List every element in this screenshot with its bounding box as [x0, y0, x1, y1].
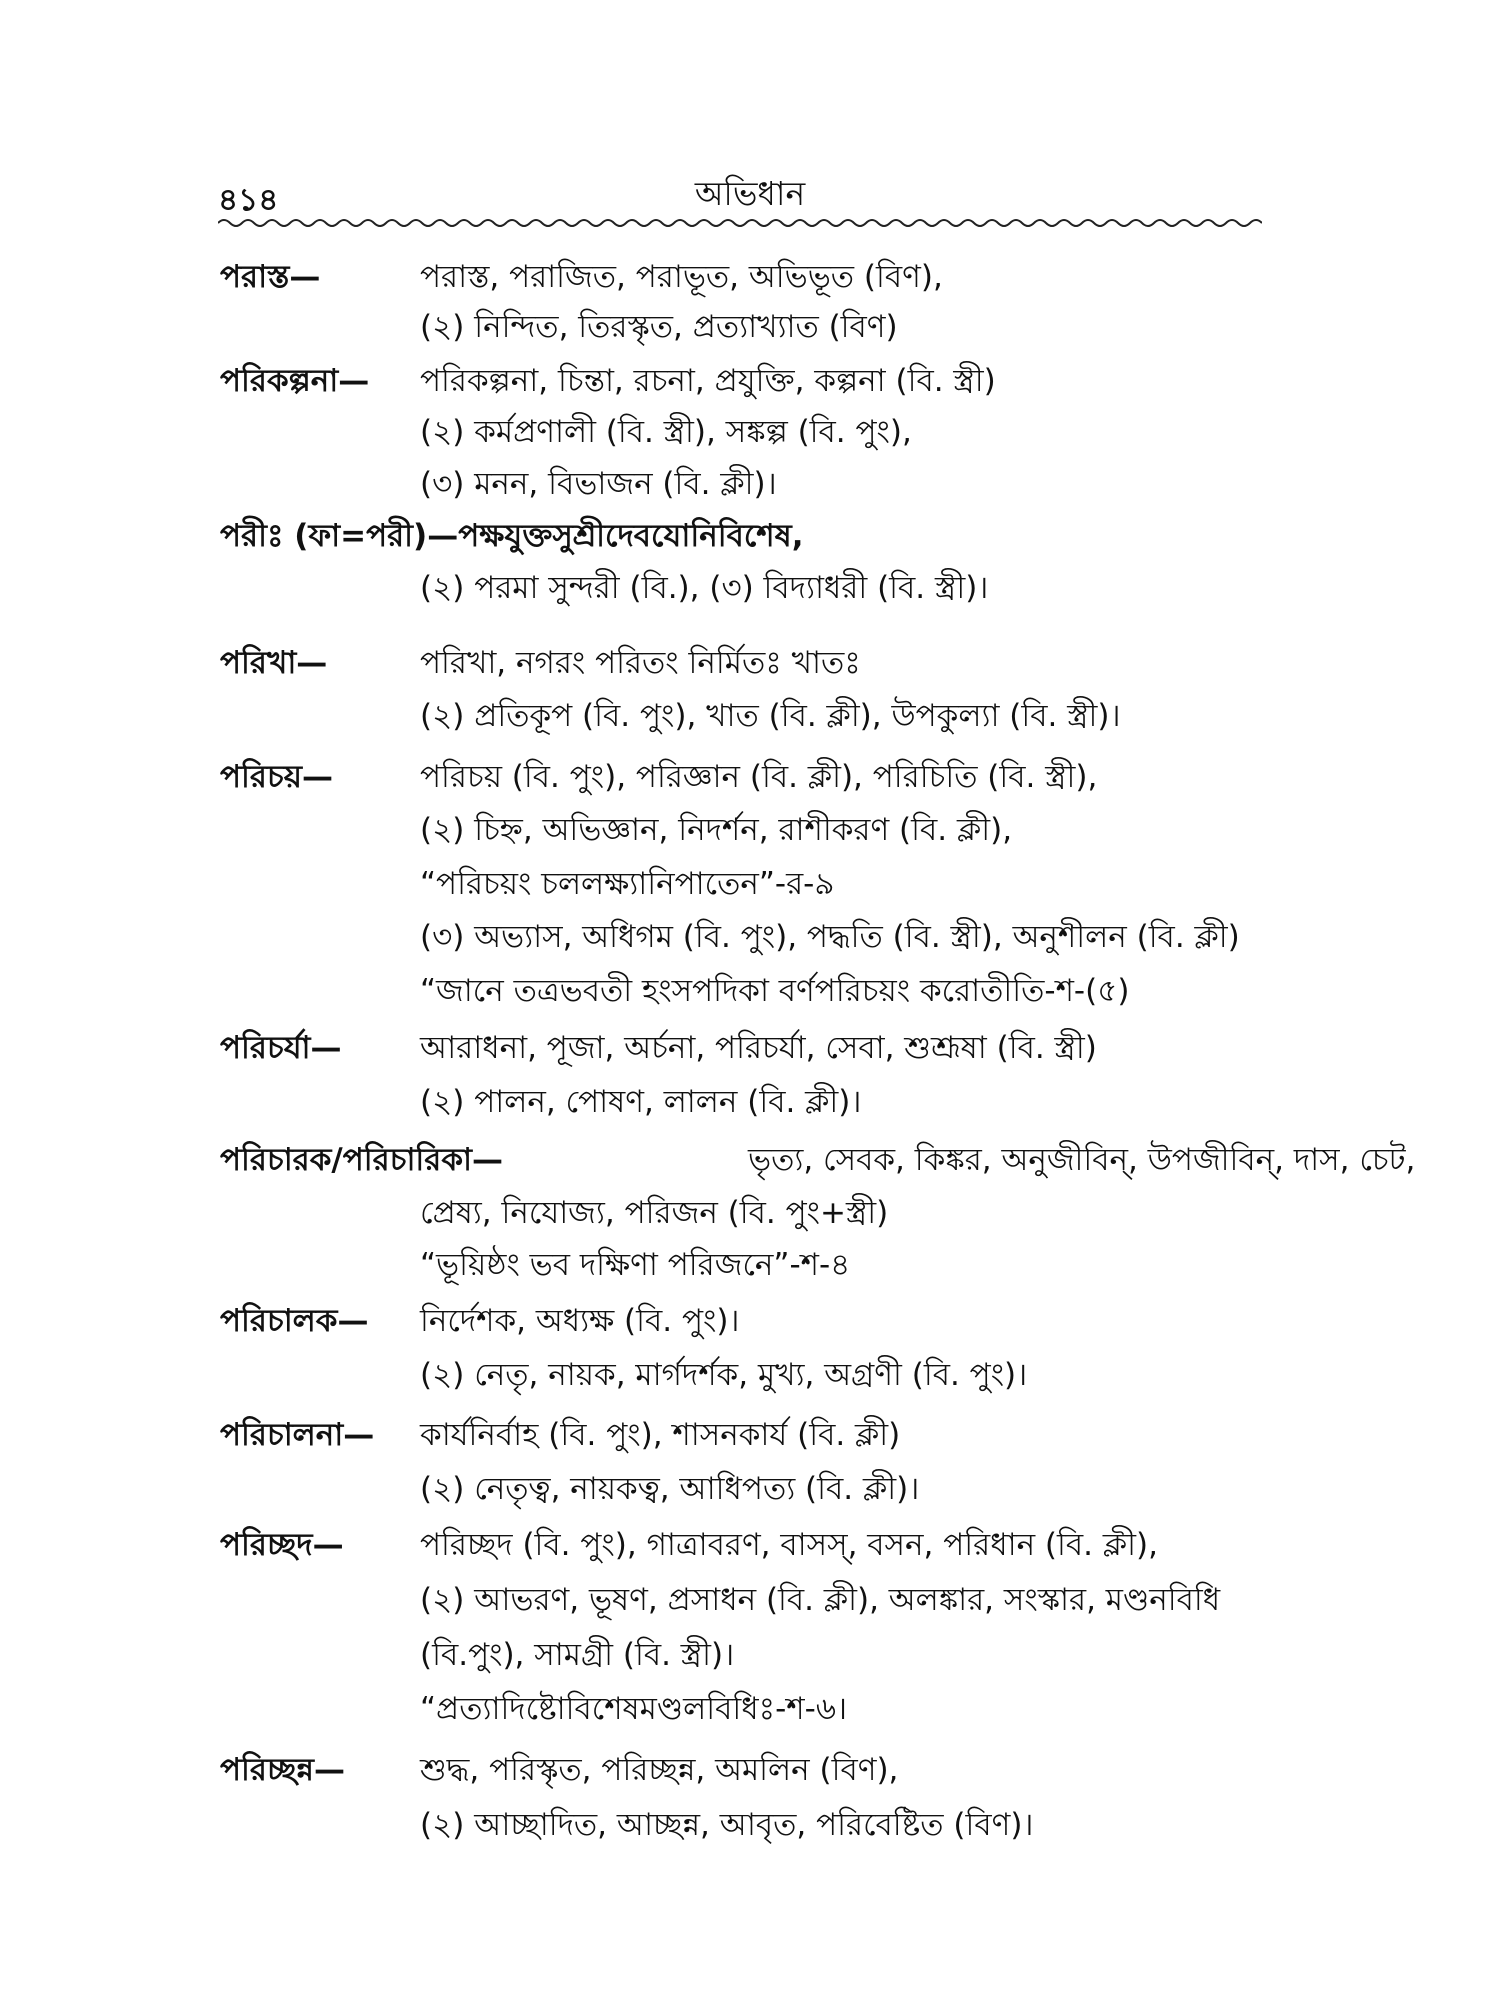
definition-line: (বি.পুং), সামগ্রী (বি. স্ত্রী)। — [420, 1637, 735, 1673]
definition-line: কার্যনির্বাহ (বি. পুং), শাসনকার্য (বি. ক্লী) — [420, 1417, 901, 1453]
definition-line: (২) প্রতিকূপ (বি. পুং), খাত (বি. ক্লী), উপকুল্যা (বি. স্ত্রী)। — [420, 698, 1121, 734]
definition-line: (২) কর্মপ্রণালী (বি. স্ত্রী), সঙ্কল্প (বি. পুং), — [420, 414, 912, 450]
headword: পরিকল্পনা— — [220, 363, 370, 399]
definition-line: পরাস্ত, পরাজিত, পরাভূত, অভিভূত (বিণ), — [420, 259, 943, 295]
headword: পরিচয়— — [220, 759, 333, 795]
headword: পরিচারক/পরিচারিকা— — [220, 1142, 504, 1178]
headword: পরিচালক— — [220, 1303, 369, 1339]
headword: পরীঃ (ফা=পরী)—পক্ষযুক্তসুশ্রীদেবযোনিবিশেষ, — [220, 518, 804, 554]
definition-line: নির্দেশক, অধ্যক্ষ (বি. পুং)। — [420, 1303, 740, 1339]
headword: পরিচ্ছন্ন— — [220, 1752, 346, 1788]
page-title: অভিধান — [694, 174, 806, 213]
definition-line: পরিচয় (বি. পুং), পরিজ্ঞান (বি. ক্লী), পরিচিতি (বি. স্ত্রী), — [420, 759, 1098, 795]
definition-line: (২) নিন্দিত, তিরস্কৃত, প্রত্যাখ্যাত (বিণ) — [420, 309, 898, 345]
definition-line: পরিখা, নগরং পরিতং নির্মিতঃ খাতঃ — [420, 645, 861, 681]
definition-line: (২) নেতৃ, নায়ক, মার্গদর্শক, মুখ্য, অগ্রণী (বি. পুং)। — [420, 1357, 1028, 1393]
definition-line: পরিকল্পনা, চিন্তা, রচনা, প্রযুক্তি, কল্পনা (বি. স্ত্রী) — [420, 363, 996, 399]
definition-line: শুদ্ধ, পরিস্কৃত, পরিচ্ছন্ন, অমলিন (বিণ), — [420, 1752, 899, 1788]
definition-line: “পরিচয়ং চললক্ষ্যানিপাতেন”-র-৯ — [420, 866, 835, 902]
headword: পরিচালনা— — [220, 1417, 375, 1453]
page-number: ৪১৪ — [218, 182, 279, 218]
headword: পরিচ্ছদ— — [220, 1527, 344, 1563]
definition-line: “জানে তত্রভবতী হংসপদিকা বর্ণপরিচয়ং করোতীতি-শ-(৫) — [420, 973, 1130, 1009]
headword: পরিখা— — [220, 645, 328, 681]
definition-line: প্রেষ্য, নিযোজ্য, পরিজন (বি. পুং+স্ত্রী) — [420, 1195, 889, 1231]
definition-line: (৩) অভ্যাস, অধিগম (বি. পুং), পদ্ধতি (বি. স্ত্রী), অনুশীলন (বি. ক্লী) — [420, 919, 1240, 955]
definition-line: “প্রত্যাদিষ্টোবিশেষমণ্ডলবিধিঃ-শ-৬। — [420, 1691, 848, 1727]
definition-line: (৩) মনন, বিভাজন (বি. ক্লী)। — [420, 466, 777, 502]
definition-line: (২) নেতৃত্ব, নায়কত্ব, আধিপত্য (বি. ক্লী)। — [420, 1471, 920, 1507]
definition-line: (২) পালন, পোষণ, লালন (বি. ক্লী)। — [420, 1084, 862, 1120]
definition-line: আরাধনা, পূজা, অর্চনা, পরিচর্যা, সেবা, শুশ্রূষা (বি. স্ত্রী) — [420, 1030, 1097, 1066]
definition-line: পরিচ্ছদ (বি. পুং), গাত্রাবরণ, বাসস্, বসন, পরিধান (বি. ক্লী), — [420, 1527, 1158, 1563]
decorative-wavy-rule — [218, 214, 1262, 232]
definition-line: (২) আচ্ছাদিত, আচ্ছন্ন, আবৃত, পরিবেষ্টিত (বিণ)। — [420, 1807, 1034, 1843]
headword: পরিচর্যা— — [220, 1030, 342, 1066]
definition-line: ভৃত্য, সেবক, কিঙ্কর, অনুজীবিন্, উপজীবিন্, দাস, চেট, — [748, 1142, 1416, 1178]
definition-line: (২) আভরণ, ভূষণ, প্রসাধন (বি. ক্লী), অলঙ্কার, সংস্কার, মণ্ডনবিধি — [420, 1582, 1221, 1618]
definition-line: (২) চিহ্ন, অভিজ্ঞান, নিদর্শন, রাশীকরণ (বি. ক্লী), — [420, 812, 1013, 848]
headword: পরাস্ত— — [220, 259, 321, 295]
definition-line: (২) পরমা সুন্দরী (বি.), (৩) বিদ্যাধরী (বি. স্ত্রী)। — [420, 570, 989, 606]
definition-line: “ভূয়িষ্ঠং ভব দক্ষিণা পরিজনে”-শ-৪ — [420, 1247, 851, 1283]
